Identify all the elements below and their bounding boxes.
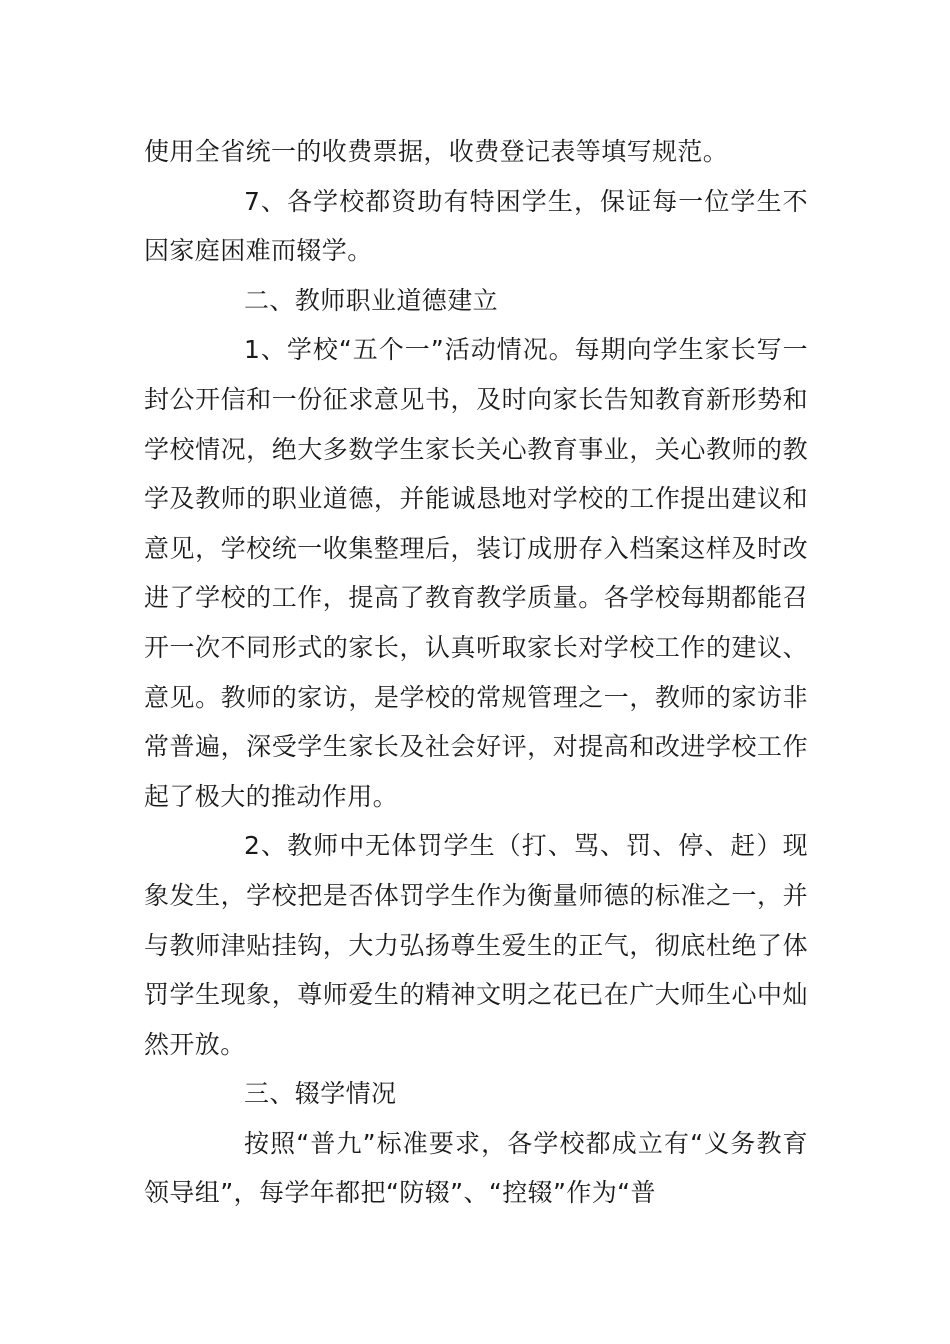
document-body [144,127,808,1218]
paragraph-dropout-prevention: 按照“普九”标准要求，各学校都成立有“义务教育领导组”，每学年都把“防辍”、“控辍”作为“普 [144,1128,808,1208]
paragraph-item-2-no-corporal-punishment: 2、教师中无体罚学生（打、骂、罚、停、赶）现象发生，学校把是否体罚学生作为衡量师德的标准之一，并与教师津贴挂钩，大力弘扬尊生爱生的正气，彻底杜绝了体罚学生现象，尊师爱生的精神文明之花已在广大师生心中灿然开放。 [144,831,808,1059]
section-heading-teacher-ethics: 二、教师职业道德建立 [244,285,499,315]
section-heading-dropout: 三、辍学情况 [244,1079,397,1109]
paragraph-item-1-five-ones: 1、学校“五个一”活动情况。每期向学生家长写一封公开信和一份征求意见书，及时向家长告知教育新形势和学校情况，绝大多数学生家长关心教育事业，关心教师的教学及教师的职业道德，并能诚恳地对学校的工作提出建议和意见，学校统一收集整理后，装订成册存入档案这样及时改进了学校的工作，提高了教育教学质量。各学校每期都能召开一次不同形式的家长，认真听取家长对学校工作的建议、意见。教师的家访，是学校的常规管理之一，教师的家访非常普遍，深受学生家长及社会好评，对提高和改进学校工作起了极大的推动作用。 [144,335,808,811]
paragraph-fee-receipts: 使用全省统一的收费票据，收费登记表等填写规范。 [144,137,729,166]
paragraph-item-7-student-aid: 7、各学校都资助有特困学生，保证每一位学生不因家庭困难而辍学。 [144,186,808,266]
